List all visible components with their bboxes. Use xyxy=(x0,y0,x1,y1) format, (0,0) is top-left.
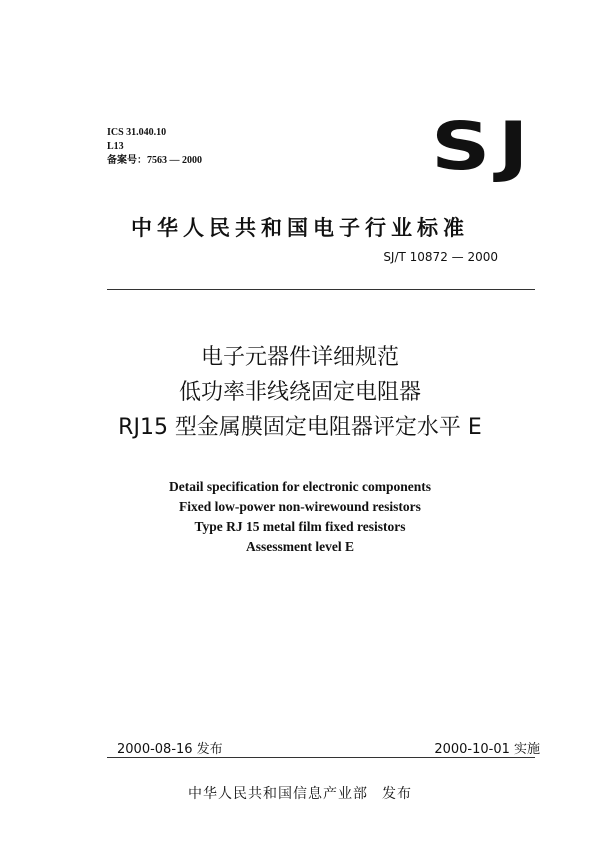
issue-date: 2000-08-16 发布 xyxy=(117,742,223,757)
english-title-line-4: Assessment level E xyxy=(246,539,354,554)
footer-divider xyxy=(107,757,535,758)
ics-code: ICS 31.040.10 xyxy=(107,127,167,138)
sj-logo: SJ xyxy=(430,108,536,185)
chinese-title xyxy=(0,340,600,445)
chinese-title-line-1: 电子元器件详细规范 xyxy=(200,345,399,370)
issuer-name: 中华人民共和国信息产业部 xyxy=(188,786,368,802)
implementation-date: 2000-10-01 实施 xyxy=(434,742,540,757)
standard-title: 中华人民共和国电子行业标准 xyxy=(131,216,469,240)
header-divider xyxy=(107,289,535,290)
filing-number: 备案号：7563 — 2000 xyxy=(107,155,202,166)
english-title-line-3: Type RJ 15 metal film fixed resistors xyxy=(194,519,406,534)
classification-code: L13 xyxy=(107,141,124,152)
document-metadata xyxy=(107,126,202,168)
standard-code: SJ/T 10872 — 2000 xyxy=(383,250,498,264)
english-title xyxy=(0,477,600,557)
chinese-title-line-3: RJ15 型金属膜固定电阻器评定水平 E xyxy=(118,415,482,440)
english-title-line-1: Detail specification for electronic components xyxy=(169,479,431,494)
english-title-line-2: Fixed low-power non-wirewound resistors xyxy=(179,499,421,514)
issuer-line xyxy=(0,783,600,803)
issuer-action: 发布 xyxy=(382,786,412,802)
chinese-title-line-2: 低功率非线绕固定电阻器 xyxy=(178,380,421,405)
